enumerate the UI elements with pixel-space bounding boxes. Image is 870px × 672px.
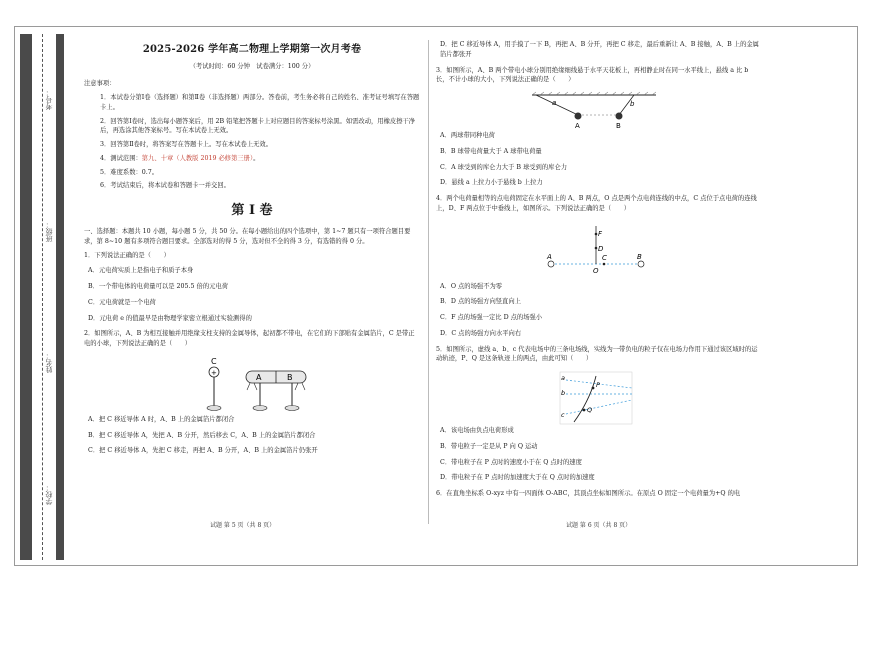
binding-label-school: 学校： (45, 483, 53, 505)
q3-option-b: B．B 球带电荷量大于 A 球带电荷量 (440, 147, 542, 155)
charge-a (548, 261, 554, 267)
q5-label-c: c (561, 411, 565, 419)
page-footer-left: 试题 第 5 页（共 8 页） (210, 522, 276, 529)
note-1: 1．本试卷分第Ⅰ卷（选择题）和第Ⅱ卷（非选择题）两部分。答卷前，考生务必将自己的姓名、准考证号填写在答题卡上。 (100, 94, 420, 111)
exam-title: 2025-2026 学年高二物理上学期第一次月考卷 (142, 44, 362, 55)
q4-option-b: B．D 点的场强方向竖直向上 (440, 298, 521, 306)
q4-option-d: D．C 点的场强方向水平向右 (440, 329, 522, 337)
question-6: 6．在直角坐标系 O-xyz 中有一四面体 O-ABC，其顶点坐标如图所示。在原点 O 固定一个电荷量为+Q 的电 (436, 490, 741, 497)
q2-figure (84, 355, 420, 415)
string-a (536, 95, 578, 115)
ball-b (616, 113, 623, 120)
q3-label-string-b: b (630, 100, 635, 108)
ball-a (575, 113, 582, 120)
base-a (253, 405, 267, 410)
point-q (583, 409, 586, 412)
q1-option-c: C．元电荷就是一个电荷 (88, 298, 156, 306)
notes-heading: 注意事项： (84, 80, 116, 88)
note-5: 5．难度系数：0.7。 (100, 168, 159, 176)
q4-label-b: B (637, 252, 642, 261)
q2-label-b: B (287, 372, 293, 382)
base-c (207, 405, 221, 410)
q1-option-d: D．元电荷 e 的值最早是由物理学家密立根通过实验测得的 (88, 314, 252, 322)
q4-label-o: O (593, 266, 599, 275)
point-f (595, 232, 598, 235)
q3-option-c: C．A 球受到的库仑力大于 B 球受到的库仑力 (440, 163, 568, 171)
q3-figure (436, 91, 760, 131)
q3-diagram (436, 91, 760, 131)
q2-option-c: C．把 C 移近导体 A，先把 C 移走，再把 A、B 分开，A、B 上的金属箔片仍张开 (88, 447, 318, 455)
exam-subtitle: （考试时间：60 分钟 试卷满分：100 分） (189, 62, 315, 70)
q3-label-string-a: a (552, 99, 557, 107)
note-2: 2．回答第Ⅰ卷时，选出每小题答案后，用 2B 铅笔把答题卡上对应题目的答案标号涂黑。如需改动，用橡皮擦干净后，再选涂其他答案标号。写在本试卷上无效。 (100, 117, 416, 135)
q4-figure (436, 220, 760, 282)
q5-option-d: D．带电粒子在 P 点时的加速度大于在 Q 点时的加速度 (440, 474, 595, 482)
q2-label-a: A (256, 372, 262, 382)
test-scope: 第九、十章（人教版 2019 必修第三册） (141, 154, 254, 162)
q5-label-a: a (561, 374, 565, 382)
q3-option-a: A．两球带同种电荷 (440, 132, 495, 139)
q5-diagram (436, 370, 760, 426)
q3-option-d: D．悬线 a 上拉力小于悬线 b 上拉力 (440, 179, 543, 187)
note-6: 6．考试结束后，将本试卷和答题卡一并交回。 (100, 182, 230, 190)
q4-option-c: C．F 点的场强一定比 D 点的场强小 (440, 314, 543, 321)
q5-label-p: P (596, 381, 600, 389)
page-footer-right: 试题 第 6 页（共 8 页） (566, 522, 632, 529)
binding-label-class: 班级： (45, 220, 53, 242)
left-column (84, 40, 420, 462)
q4-label-c: C (602, 253, 607, 262)
right-column (436, 40, 760, 505)
q5-frame (560, 372, 632, 424)
q4-option-a: A．O 点的场强不为零 (440, 282, 503, 290)
field-line-c (566, 400, 632, 414)
q4-label-d: D (598, 244, 604, 253)
q3-label-ball-a: A (575, 122, 580, 130)
particle-trajectory (574, 376, 596, 422)
q5-option-c: C．带电粒子在 P 点时的速度小于在 Q 点时的速度 (440, 458, 582, 466)
q4-label-f: F (598, 229, 603, 238)
note-3: 3．回答第Ⅱ卷时，将答案写在答题卡上。写在本试卷上无效。 (100, 141, 273, 148)
question-4: 4．两个电荷量相等的点电荷固定在水平面上的 A、B 两点，O 点是两个点电荷连线的中点，C 点位于点电荷的连线上，D、F 两点位于中垂线上，如图所示。下列说法正确的是（ ） (436, 195, 757, 212)
binding-margin (20, 34, 68, 560)
q2-label-c: C (211, 356, 217, 366)
q1-option-a: A．元电荷实质上是指电子和质子本身 (88, 267, 194, 275)
question-3: 3．如图所示，A、B 两个带电小球分别用绝缘细线悬于水平天花板上，再相静止时在同一水平线上，悬线 a 比 b 长，不计小球的大小，下列说法正确的是（ ） (436, 66, 749, 84)
column-divider (428, 40, 429, 524)
binding-label-id: 考号： (45, 89, 53, 111)
base-b (285, 405, 299, 410)
note-4-suffix: 。 (253, 154, 260, 162)
q5-label-b: b (561, 389, 566, 397)
q2-option-b: B．把 C 移近导体 A，先把 A、B 分开，然后移去 C，A、B 上的金属箔片都闭合 (88, 431, 316, 439)
binding-bar-left (20, 34, 32, 560)
charge-b (638, 261, 644, 267)
foil-a (247, 383, 257, 390)
q5-option-b: B．带电粒子一定是从 P 向 Q 运动 (440, 442, 538, 450)
q4-label-a: A (547, 252, 552, 261)
q3-label-ball-b: B (616, 122, 621, 130)
point-c (603, 262, 606, 265)
q2-plus-sign: + (211, 368, 217, 377)
q5-label-q: Q (587, 406, 593, 414)
q2-diagram (84, 355, 420, 415)
q2-option-d: D．把 C 移近导体 A，用手摸了一下 B，再把 A、B 分开，再把 C 移走，最后重新让 A、B 接触，A、B 上的金属箔片都张开 (440, 41, 759, 58)
q5-option-a: A．该电场由负点电荷形成 (440, 427, 514, 434)
question-2: 2．如图所示，A、B 为相互接触并用绝缘支柱支持的金属导体，起初都不带电，在它们的下部贴有金属箔片，C 是带正电的小球，下列说法正确的是（ ） (84, 330, 415, 348)
point-d (595, 246, 598, 249)
note-4-prefix: 4．测试范围： (100, 154, 142, 162)
q4-diagram (436, 220, 760, 282)
foil-b (295, 383, 305, 390)
question-5: 5．如图所示，虚线 a、b、c 代表电场中的三条电场线，实线为一带负电的粒子仅在电场力作用下通过该区域时的运动轨迹，P、Q 是这条轨迹上的两点，由此可知（ ） (436, 345, 758, 363)
binding-label-name: 姓名： (45, 352, 53, 374)
choice-instructions: 一、选择题：本题共 10 小题，每小题 5 分，共 50 分。在每小题给出的四个选项中，第 1~7 题只有一项符合题目要求，第 8~10 题有多项符合题目要求。全部选对的得 5 分，选对但不全的得 3 分，有选错的得 0 分。 (84, 228, 411, 245)
binding-fields (36, 34, 62, 560)
q5-figure (436, 370, 760, 426)
section-title: 第 Ⅰ 卷 (231, 203, 273, 218)
q1-option-b: B．一个带电体的电荷量可以是 205.5 倍的元电荷 (88, 283, 229, 291)
q2-option-a: A．把 C 移近导体 A 时，A、B 上的金属箔片都闭合 (88, 415, 235, 423)
point-p (592, 387, 595, 390)
note-4 (84, 154, 420, 164)
question-1: 1．下列说法正确的是（ ） (84, 251, 170, 259)
